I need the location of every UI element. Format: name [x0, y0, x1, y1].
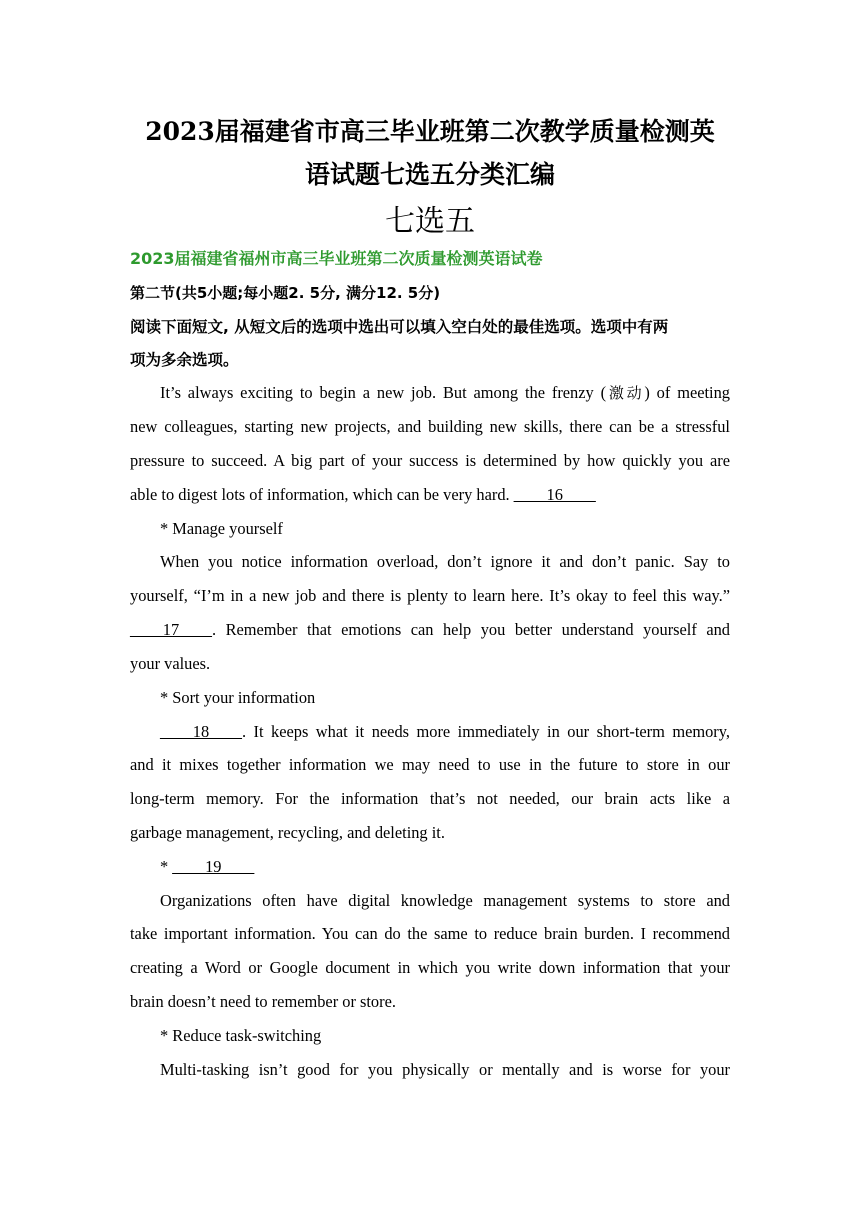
passage-line: and it mixes together information we may need to use in the future to store in our — [130, 755, 730, 774]
passage-line: pressure to succeed. A big part of your success is determined by how quickly you are — [130, 451, 730, 470]
instructions-line-1: 阅读下面短文, 从短文后的选项中选出可以填入空白处的最佳选项。选项中有两 — [130, 318, 669, 336]
passage-line: ____18____. It keeps what it needs more immediately in our short-term memory, — [160, 722, 730, 741]
subheading-reduce-task-switching: * Reduce task-switching — [160, 1026, 322, 1045]
passage-line: able to digest lots of information, which can be very hard. ____16____ — [130, 485, 596, 504]
subheading-sort-information: * Sort your information — [160, 688, 316, 707]
passage-line: garbage management, recycling, and deleting it. — [130, 823, 445, 842]
exam-source-title: 2023届福建省福州市高三毕业班第二次质量检测英语试卷 — [130, 249, 543, 268]
subheading-blank-19: * ____19____ — [160, 857, 255, 876]
chinese-gloss: 激动 — [606, 384, 645, 402]
passage-line: your values. — [130, 654, 211, 673]
passage-line: creating a Word or Google document in which you write down information that your — [130, 958, 730, 977]
passage-line: It’s always exciting to begin a new job. But among the frenzy (激动) of meeting — [160, 383, 730, 402]
passage-line: ____17____. Remember that emotions can help you better understand yourself and — [130, 620, 730, 639]
passage-line: Multi-tasking isn’t good for you physically or mentally and is worse for your — [160, 1060, 730, 1079]
subheading-manage-yourself: * Manage yourself — [160, 519, 283, 538]
blank-19: ____19____ — [172, 857, 255, 876]
passage-line: brain doesn’t need to remember or store. — [130, 992, 396, 1011]
section-heading: 七选五 — [385, 204, 475, 239]
passage-line: When you notice information overload, don’t ignore it and don’t panic. Say to — [160, 552, 730, 571]
document-title-line-2: 语试题七选五分类汇编 — [304, 160, 555, 189]
passage-line: take important information. You can do the same to reduce brain burden. I recommend — [130, 924, 730, 943]
passage-line: long-term memory. For the information that’s not needed, our brain acts like a — [130, 789, 730, 808]
section-info: 第二节(共5小题;每小题2. 5分, 满分12. 5分) — [130, 284, 441, 302]
passage-line: yourself, “I’m in a new job and there is plenty to learn here. It’s okay to feel this way.” — [130, 586, 730, 605]
passage-line: new colleagues, starting new projects, and building new skills, there can be a stressful — [130, 417, 730, 436]
blank-17: ____17____ — [130, 620, 212, 639]
blank-16: ____16____ — [513, 485, 596, 504]
blank-18: ____18____ — [160, 722, 242, 741]
passage-line: Organizations often have digital knowledge management systems to store and — [160, 891, 730, 910]
instructions-line-2: 项为多余选项。 — [130, 351, 239, 369]
document-title-line-1: 2023届福建省市高三毕业班第二次教学质量检测英 — [145, 117, 715, 146]
